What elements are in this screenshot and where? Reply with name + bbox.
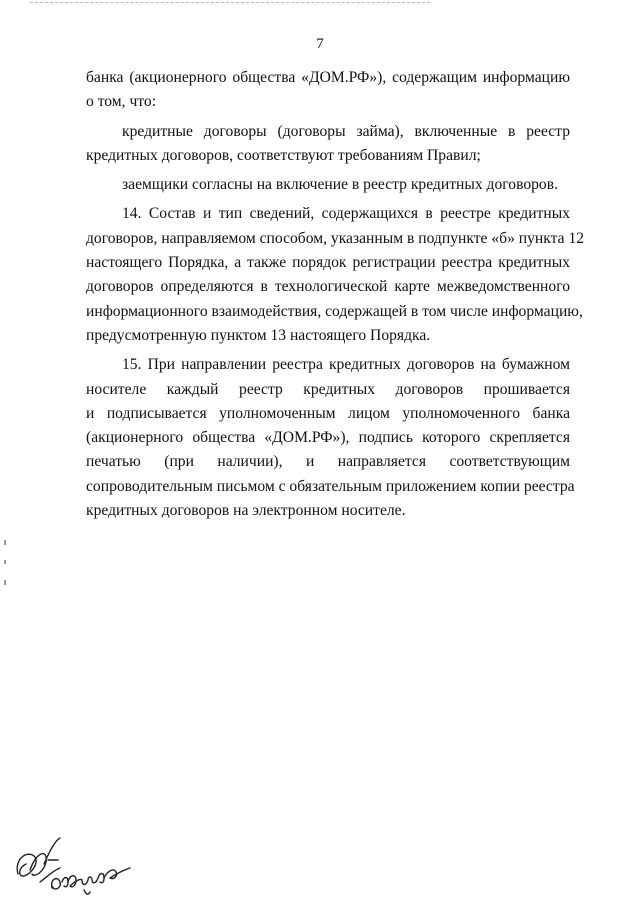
- text-line: печатью (при наличии), и направляется соответствующим: [86, 453, 570, 471]
- handwritten-signature: [4, 830, 144, 900]
- text-line: кредитных договоров, соответствуют требованиям Правил;: [86, 146, 481, 164]
- text-line: и подписывается уполномоченным лицом уполномоченного банка: [86, 404, 570, 422]
- text-line: сопроводительным письмом с обязательным приложением копии реестра: [86, 477, 575, 495]
- text-line: предусмотренную пунктом 13 настоящего Порядка.: [86, 326, 431, 344]
- scan-speck: [4, 540, 6, 545]
- text-line: носителе каждый реестр кредитных договоров прошивается: [86, 380, 570, 398]
- text-line: договоров, направляемом способом, указанным в подпункте «б» пункта 12: [86, 229, 585, 247]
- paragraph-15: [86, 353, 575, 523]
- text-line: информационного взаимодействия, содержащей в том числе информацию,: [86, 302, 583, 320]
- paragraph-continuation: [86, 66, 570, 115]
- document-body: [86, 66, 585, 523]
- scan-speck: [4, 580, 6, 585]
- text-line: кредитных договоров на электронном носителе.: [86, 502, 406, 520]
- paragraph-14: [86, 202, 585, 348]
- page-number: 7: [316, 36, 324, 52]
- text-line: банка (акционерного общества «ДОМ.РФ»), содержащим информацию: [86, 69, 570, 86]
- paragraph-credit-agreements: [86, 120, 570, 169]
- text-line: 14. Состав и тип сведений, содержащихся в реестре кредитных: [122, 205, 570, 223]
- text-line: кредитные договоры (договоры займа), включенные в реестр: [122, 122, 570, 140]
- text-line: настоящего Порядка, а также порядок регистрации реестра кредитных: [86, 254, 570, 272]
- scan-top-edge: [30, 2, 430, 3]
- paragraph-borrowers: [86, 173, 570, 197]
- scan-speck: [4, 560, 6, 564]
- text-line: заемщики согласны на включение в реестр кредитных договоров.: [122, 176, 558, 194]
- text-line: договоров определяются в технологической карте межведомственного: [86, 278, 570, 296]
- text-line: (акционерного общества «ДОМ.РФ»), подпись которого скрепляется: [86, 429, 570, 447]
- text-line: 15. При направлении реестра кредитных договоров на бумажном: [122, 356, 570, 374]
- text-line: о том, что:: [86, 93, 157, 111]
